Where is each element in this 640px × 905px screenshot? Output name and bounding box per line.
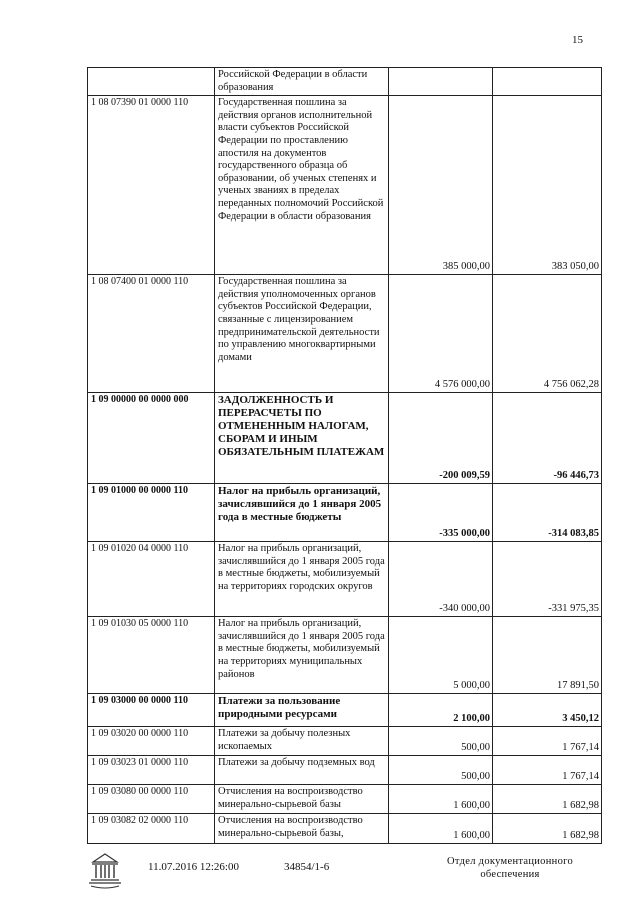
fact-cell: 1 682,98 xyxy=(493,814,602,844)
budget-table-body xyxy=(88,68,602,844)
table-row xyxy=(88,727,602,756)
table-row xyxy=(88,785,602,814)
code-cell: 1 09 03023 01 0000 110 xyxy=(88,756,215,785)
code-cell: 1 09 01000 00 0000 110 xyxy=(88,484,215,542)
plan-cell: 1 600,00 xyxy=(389,785,493,814)
table-row xyxy=(88,814,602,844)
name-cell: ЗАДОЛЖЕННОСТЬ И ПЕРЕРАСЧЕТЫ ПО ОТМЕНЕННЫМ НАЛОГАМ, СБОРАМ И ИНЫМ ОБЯЗАТЕЛЬНЫМ ПЛАТЕЖАМ xyxy=(215,393,389,484)
code-cell: 1 09 01030 05 0000 110 xyxy=(88,617,215,694)
footer-timestamp: 11.07.2016 12:26:00 xyxy=(148,861,239,873)
fact-cell: 3 450,12 xyxy=(493,694,602,727)
name-cell: Отчисления на воспроизводство минерально-сырьевой базы xyxy=(215,785,389,814)
name-cell: Налог на прибыль организаций, зачислявшийся до 1 января 2005 года в местные бюджеты xyxy=(215,484,389,542)
plan-cell: 1 600,00 xyxy=(389,814,493,844)
code-cell: 1 09 03020 00 0000 110 xyxy=(88,727,215,756)
code-cell: 1 08 07390 01 0000 110 xyxy=(88,96,215,275)
code-cell: 1 09 01020 04 0000 110 xyxy=(88,542,215,617)
fact-cell: -96 446,73 xyxy=(493,393,602,484)
code-cell: 1 09 03082 02 0000 110 xyxy=(88,814,215,844)
name-cell: Налог на прибыль организаций, зачислявшийся до 1 января 2005 года в местные бюджеты, мобилизуемый на территориях городских округов xyxy=(215,542,389,617)
name-cell: Налог на прибыль организаций, зачислявшийся до 1 января 2005 года в местные бюджеты, мобилизуемый на территориях муниципальных районов xyxy=(215,617,389,694)
plan-cell: 500,00 xyxy=(389,727,493,756)
fact-cell: -314 083,85 xyxy=(493,484,602,542)
plan-cell: 500,00 xyxy=(389,756,493,785)
name-cell: Платежи за пользование природными ресурсами xyxy=(215,694,389,727)
name-cell: Российской Федерации в области образования xyxy=(215,68,389,96)
fact-cell: 1 767,14 xyxy=(493,727,602,756)
name-cell: Государственная пошлина за действия уполномоченных органов субъектов Российской Федерации, связанные с лицензированием предпринимательской деятельности по управлению многоквартирными домами xyxy=(215,275,389,393)
footer-department-line1: Отдел документационного xyxy=(446,856,574,867)
plan-cell xyxy=(389,68,493,96)
footer-doc-number: 34854/1-6 xyxy=(284,861,330,873)
name-cell: Государственная пошлина за действия органов исполнительной власти субъектов Российской Федерации по проставлению апостиля на документов государственного образца об образовании, об ученых степенях и ученых званиях в пределах переданных полномочий Российской Федерации в области образования xyxy=(215,96,389,275)
fact-cell: 17 891,50 xyxy=(493,617,602,694)
page-number: 15 xyxy=(572,34,583,46)
plan-cell: -335 000,00 xyxy=(389,484,493,542)
code-cell: 1 09 03080 00 0000 110 xyxy=(88,785,215,814)
plan-cell: 385 000,00 xyxy=(389,96,493,275)
fact-cell: 1 767,14 xyxy=(493,756,602,785)
table-row xyxy=(88,756,602,785)
table-row xyxy=(88,694,602,727)
table-row xyxy=(88,542,602,617)
budget-table xyxy=(87,67,602,844)
code-cell: 1 09 03000 00 0000 110 xyxy=(88,694,215,727)
name-cell: Отчисления на воспроизводство минерально-сырьевой базы, xyxy=(215,814,389,844)
fact-cell: 1 682,98 xyxy=(493,785,602,814)
table-row xyxy=(88,275,602,393)
fact-cell xyxy=(493,68,602,96)
code-cell xyxy=(88,68,215,96)
plan-cell: -340 000,00 xyxy=(389,542,493,617)
fact-cell: 4 756 062,28 xyxy=(493,275,602,393)
table-row xyxy=(88,96,602,275)
fact-cell: 383 050,00 xyxy=(493,96,602,275)
footer-department-line2: обеспечения xyxy=(480,869,540,880)
code-cell: 1 09 00000 00 0000 000 xyxy=(88,393,215,484)
table-row xyxy=(88,393,602,484)
plan-cell: 5 000,00 xyxy=(389,617,493,694)
footer-department xyxy=(430,855,590,881)
table-row xyxy=(88,68,602,96)
name-cell: Платежи за добычу подземных вод xyxy=(215,756,389,785)
page-footer xyxy=(0,855,640,905)
building-seal-icon xyxy=(88,852,122,890)
code-cell: 1 08 07400 01 0000 110 xyxy=(88,275,215,393)
plan-cell: -200 009,59 xyxy=(389,393,493,484)
name-cell: Платежи за добычу полезных ископаемых xyxy=(215,727,389,756)
plan-cell: 2 100,00 xyxy=(389,694,493,727)
table-row xyxy=(88,484,602,542)
fact-cell: -331 975,35 xyxy=(493,542,602,617)
table-row xyxy=(88,617,602,694)
plan-cell: 4 576 000,00 xyxy=(389,275,493,393)
